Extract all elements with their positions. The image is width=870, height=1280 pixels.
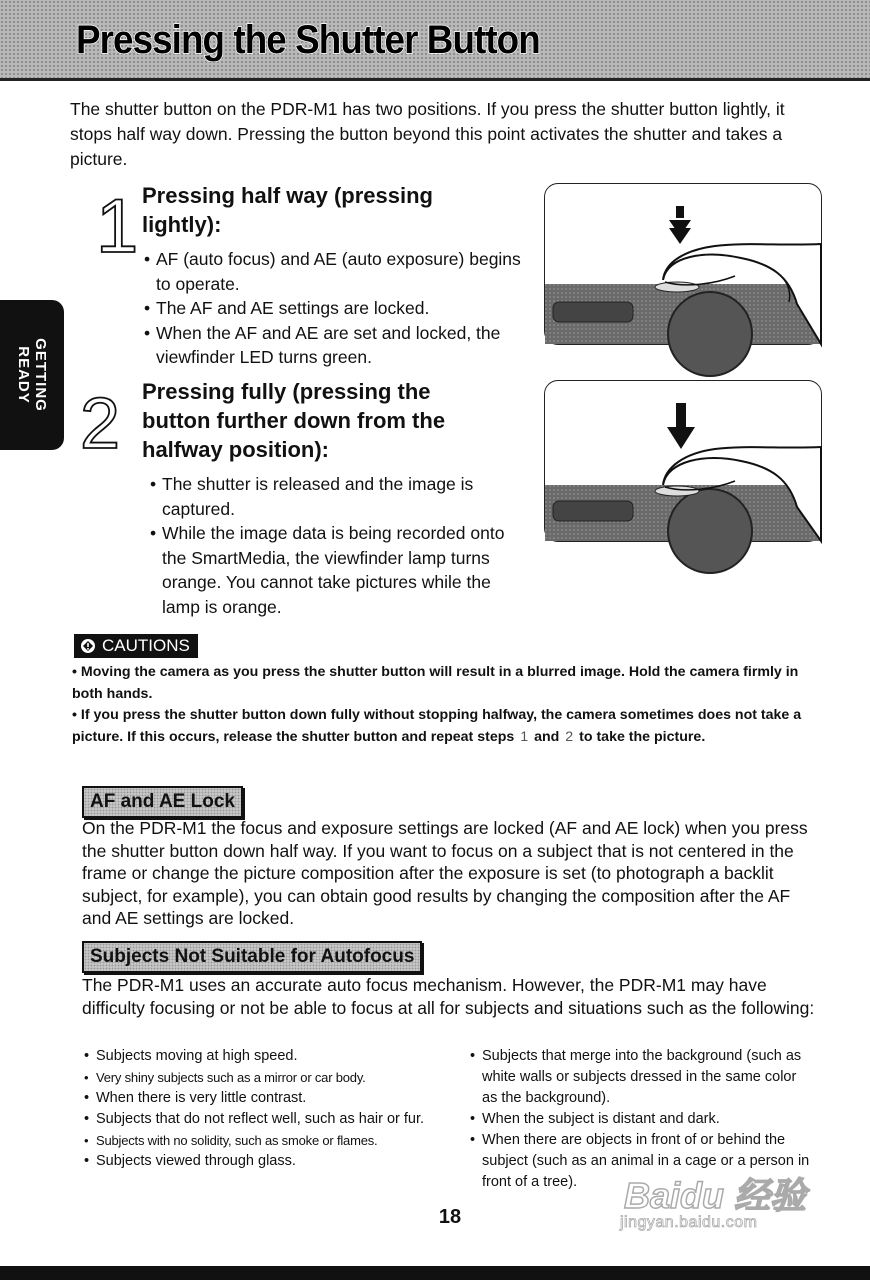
step-number-1 <box>74 184 139 269</box>
bottom-edge <box>0 1266 870 1280</box>
step-1-title: Pressing half way (pressing lightly): <box>142 183 433 237</box>
list-item: • Subjects that merge into the background (such as white walls or subjects dressed in the same color as the background). <box>470 1046 815 1109</box>
intro-paragraph: The shutter button on the PDR-M1 has two positions. If you press the shutter button lightly, it stops half way down. Pressing the button beyond this point activates the shutter and takes a picture. <box>70 99 785 169</box>
cautions-label: CAUTIONS <box>102 636 190 655</box>
half-press-illustration <box>544 183 822 345</box>
title-band <box>0 0 870 81</box>
list-item: • Subjects that do not reflect well, such as hair or fur. <box>84 1109 426 1130</box>
list-item: • While the image data is being recorded onto the SmartMedia, the viewfinder lamp turns orange. You cannot take pictures while the lamp is orange. <box>148 521 518 619</box>
caution-item-1: • Moving the camera as you press the shutter button will result in a blurred image. Hold the camera firmly in both hands. <box>72 664 799 702</box>
list-item: • When there is very little contrast. <box>84 1088 454 1109</box>
full-press-illustration <box>544 380 822 542</box>
svg-text:1: 1 <box>96 184 139 269</box>
step-2-bullets <box>142 472 518 619</box>
list-item: • Subjects with no solidity, such as smoke or flames. <box>84 1130 454 1151</box>
camera-half-press-image <box>545 184 821 344</box>
svg-text:2: 2 <box>80 384 121 464</box>
list-item: • When there are objects in front of or behind the subject (such as an animal in a cage or a person in front of a tree). <box>470 1130 815 1193</box>
af-ae-lock-heading: AF and AE Lock <box>82 786 243 818</box>
list-item: • Very shiny subjects such as a mirror or car body. <box>84 1067 454 1088</box>
list-item: • When the subject is distant and dark. <box>470 1109 815 1130</box>
camera-full-press-image <box>545 381 821 541</box>
step-2-title: Pressing fully (pressing the button further down from the halfway position): <box>142 379 446 462</box>
step-ref-2: 2 <box>565 728 574 745</box>
caution-icon <box>80 638 96 654</box>
list-item: • Subjects moving at high speed. <box>84 1046 454 1067</box>
not-suitable-list-left <box>84 1046 454 1172</box>
caution-item-2: • If you press the shutter button down fully without stopping halfway, the camera sometimes does not take a picture. If this occurs, release the shutter button and repeat steps 1 and 2 to take the picture. <box>72 705 812 748</box>
list-item: • The AF and AE settings are locked. <box>142 296 522 321</box>
page-number: 18 <box>438 1206 462 1228</box>
watermark-url: jingyan.baidu.com <box>620 1214 758 1231</box>
side-tab-label: GETTING READY <box>15 338 49 412</box>
step-number-2 <box>74 384 132 464</box>
watermark-logo: Baidu 经验 <box>624 1175 807 1216</box>
list-item: • When the AF and AE are set and locked, the viewfinder LED turns green. <box>142 321 522 370</box>
baidu-watermark <box>616 1168 826 1240</box>
list-item: • The shutter is released and the image is captured. <box>148 472 518 521</box>
step-1-bullets <box>142 247 522 370</box>
not-suitable-body: The PDR-M1 uses an accurate auto focus mechanism. However, the PDR-M1 may have difficulty focusing or not be able to focus at all for subjects and situations such as the following: <box>82 975 815 1018</box>
not-suitable-heading: Subjects Not Suitable for Autofocus <box>82 941 422 973</box>
list-item: • AF (auto focus) and AE (auto exposure) begins to operate. <box>142 247 522 296</box>
cautions-badge <box>74 634 198 658</box>
step-ref-1: 1 <box>520 728 529 745</box>
side-tab-getting-ready[interactable] <box>0 300 64 450</box>
page-title: Pressing the Shutter Button <box>76 18 540 62</box>
af-ae-lock-body: On the PDR-M1 the focus and exposure settings are locked (AF and AE lock) when you press the shutter button down half way. If you want to focus on a subject that is not centered in the frame or change the picture composition after the exposure is set (to photograph a backlit subject, for example), you can obtain good results by changing the composition after the AF and AE settings are locked. <box>82 818 808 928</box>
list-item: • Subjects viewed through glass. <box>84 1151 454 1172</box>
